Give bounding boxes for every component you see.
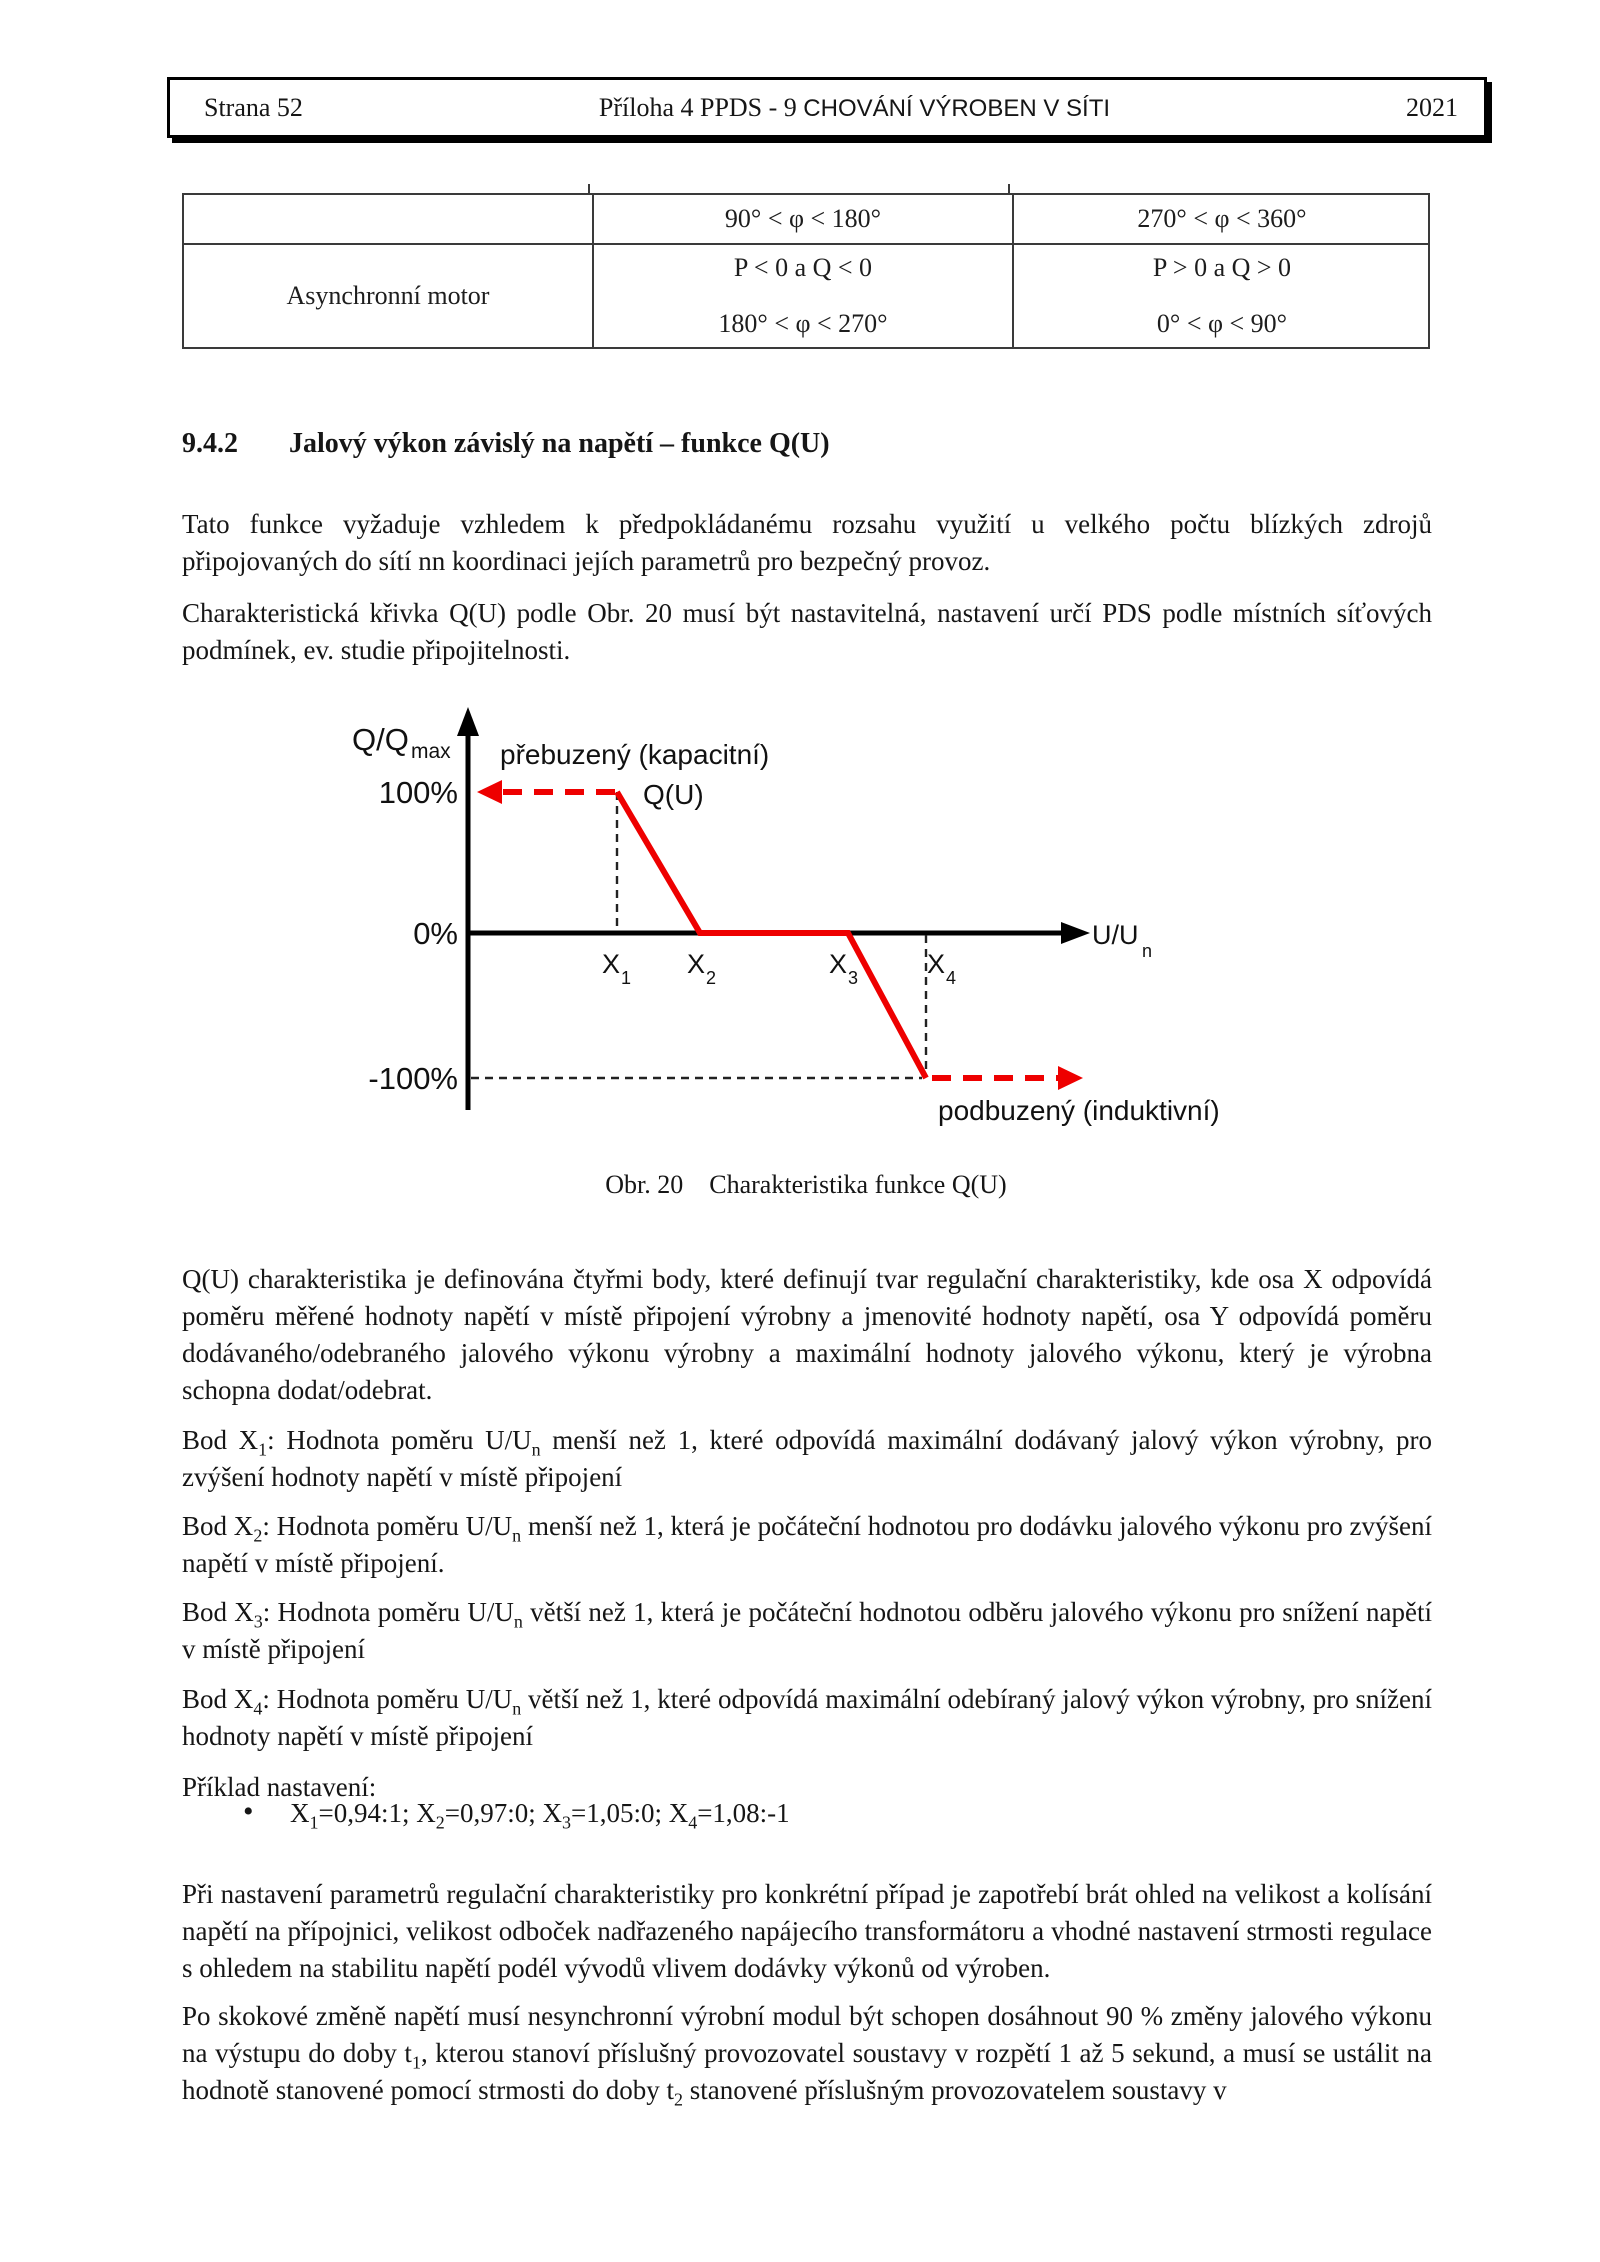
qu-characteristic-figure — [330, 700, 1250, 1160]
x4-label-subscript: 4 — [946, 968, 957, 988]
qu-chart — [330, 700, 1250, 1160]
bullet-icon: • — [243, 1795, 254, 1828]
paragraph-example-heading: Příklad nastavení: — [182, 1772, 377, 1802]
paragraph-bod-x4: Bod $X_4$: Hodnota poměru $U/U_n$ větší než 1, které odpovídá maximální odebíraný jalový výkon výrobny, pro snížení hodnoty napětí v místě připojení — [182, 1684, 1432, 1751]
paragraph-intro-1: Tato funkce vyžaduje vzhledem k předpokládanému rozsahu využití u velkého počtu blízkých zdrojů připojovaných do sítí nn koordinaci jejích parametrů pro bezpečný provoz. — [182, 509, 1432, 576]
qu-curve-arrow-left — [477, 780, 502, 804]
header-title-sans: CHOVÁNÍ VÝROBEN V SÍTI — [803, 94, 1111, 122]
x3-label: X — [828, 949, 848, 979]
table-cell-angle-range-2: 270° < φ < 360° — [1012, 195, 1430, 243]
continuation-table — [182, 193, 1430, 349]
paragraph-bod-x1: Bod $X_1$: Hodnota poměru $U/U_n$ menší než 1, které odpovídá maximální dodávaný jalový výkon výrobny, pro zvýšení hodnoty napětí v místě připojení — [182, 1425, 1432, 1492]
header-year: 2021 — [1405, 92, 1458, 122]
x1-label-subscript: 1 — [621, 968, 632, 988]
tick-minus100: -100% — [368, 1061, 458, 1096]
paragraph-parameter-setting: Při nastavení parametrů regulační charakteristiky pro konkrétní případ je zapotřebí brát ohled na velikost a kolísání napětí na přípojnici, velikost odboček nadřazeného napájecího transformátoru a vhodné nastavení strmosti regulace s ohledem na stabilitu napětí podél vývodů vlivem dodávky výkonů od výroben. — [182, 1879, 1432, 1983]
table-cell-pq-negative — [592, 243, 1012, 347]
annotation-overexcited: přebuzený (kapacitní) — [500, 739, 770, 770]
tick-100: 100% — [378, 775, 458, 810]
table-cell-empty — [184, 195, 592, 243]
table-cell-angle-range-1: 90° < φ < 180° — [592, 195, 1012, 243]
table-cell-line: P > 0 a Q > 0 — [1152, 253, 1292, 282]
y-axis-label-subscript: max — [411, 740, 451, 763]
x4-label: X — [926, 949, 946, 979]
x1-label: X — [601, 949, 621, 979]
section-title: Jalový výkon závislý na napětí – funkce Q(U) — [289, 428, 830, 459]
figure-caption — [182, 1170, 1430, 1200]
table-cell-line: 180° < φ < 270° — [718, 309, 888, 338]
figure-caption-text: Charakteristika funkce Q(U) — [709, 1170, 1007, 1199]
x-axis-arrowhead — [1061, 922, 1090, 944]
paragraph-step-response: Po skokové změně napětí musí nesynchronní výrobní modul být schopen dosáhnout 90 % změny jalového výkonu na výstupu do doby $t_1$, kterou stanoví příslušný provozovatel soustavy v rozpětí 1 až 5 sekund, a musí se ustálit na hodnotě stanovené pomocí strmosti do doby $t_2$ stanovené příslušným provozovatelem soustavy v — [182, 2001, 1432, 2110]
header-title-serif: Příloha 4 PPDS - 9 — [598, 92, 797, 122]
x3-label-subscript: 3 — [848, 968, 859, 988]
x2-label: X — [686, 949, 706, 979]
table-cell-line: P < 0 a Q < 0 — [733, 253, 873, 282]
paragraph-figure-description: Q(U) charakteristika je definována čtyřmi body, které definují tvar regulační charakteristiky, kde osa X odpovídá poměru měřené hodnoty napětí v místě připojení výrobny a jmenovité hodnoty napětí, osa Y odpovídá poměru dodávaného/odebraného jalového výkonu výrobny a maximální hodnoty jalového výkonu, který je výrobna schopna dodat/odebrat. — [182, 1264, 1432, 1405]
section-heading — [182, 428, 1432, 468]
paragraph-bod-x3: Bod $X_3$: Hodnota poměru $U/U_n$ větší než 1, která je počáteční hodnotou odběru jalového výkonu pro snížení napětí v místě připojení — [182, 1597, 1432, 1664]
figure-caption-label: Obr. 20 — [605, 1170, 684, 1199]
y-axis-label: Q/Q — [352, 722, 409, 757]
table-column-divider-stub — [588, 184, 590, 193]
tick-0: 0% — [413, 916, 458, 951]
section-number: 9.4.2 — [182, 428, 238, 459]
table-cell-pq-positive — [1012, 243, 1430, 347]
header-title — [599, 93, 1110, 123]
x-axis-label: U/U — [1092, 920, 1139, 950]
example-settings-text: $X_1=0,94:1$; $X_2=0,97:0$; $X_3=1,05:0$; $X_4=1,08:-1$ — [290, 1798, 790, 1833]
page-header — [167, 77, 1487, 138]
x2-label-subscript: 2 — [706, 968, 717, 988]
paragraph-bod-x2: Bod $X_2$: Hodnota poměru $U/U_n$ menší než 1, která je počáteční hodnotou pro dodávku jalového výkonu pro zvýšení napětí v místě připojení. — [182, 1511, 1432, 1578]
qu-curve-arrow-right — [1058, 1066, 1083, 1090]
annotation-qu: Q(U) — [643, 779, 704, 810]
paragraph-intro-2: Charakteristická křivka Q(U) podle Obr. 20 musí být nastavitelná, nastavení určí PDS podle místních síťových podmínek, ev. studie připojitelnosti. — [182, 598, 1432, 665]
annotation-underexcited: podbuzený (induktivní) — [938, 1095, 1220, 1126]
header-page-number: Strana 52 — [204, 92, 303, 122]
y-axis-arrowhead — [457, 707, 479, 736]
table-column-divider-stub — [1008, 184, 1010, 193]
table-cell-line: 0° < φ < 90° — [1156, 309, 1288, 338]
x-axis-label-subscript: n — [1142, 941, 1153, 961]
table-cell-motor-label: Asynchronní motor — [184, 243, 592, 347]
